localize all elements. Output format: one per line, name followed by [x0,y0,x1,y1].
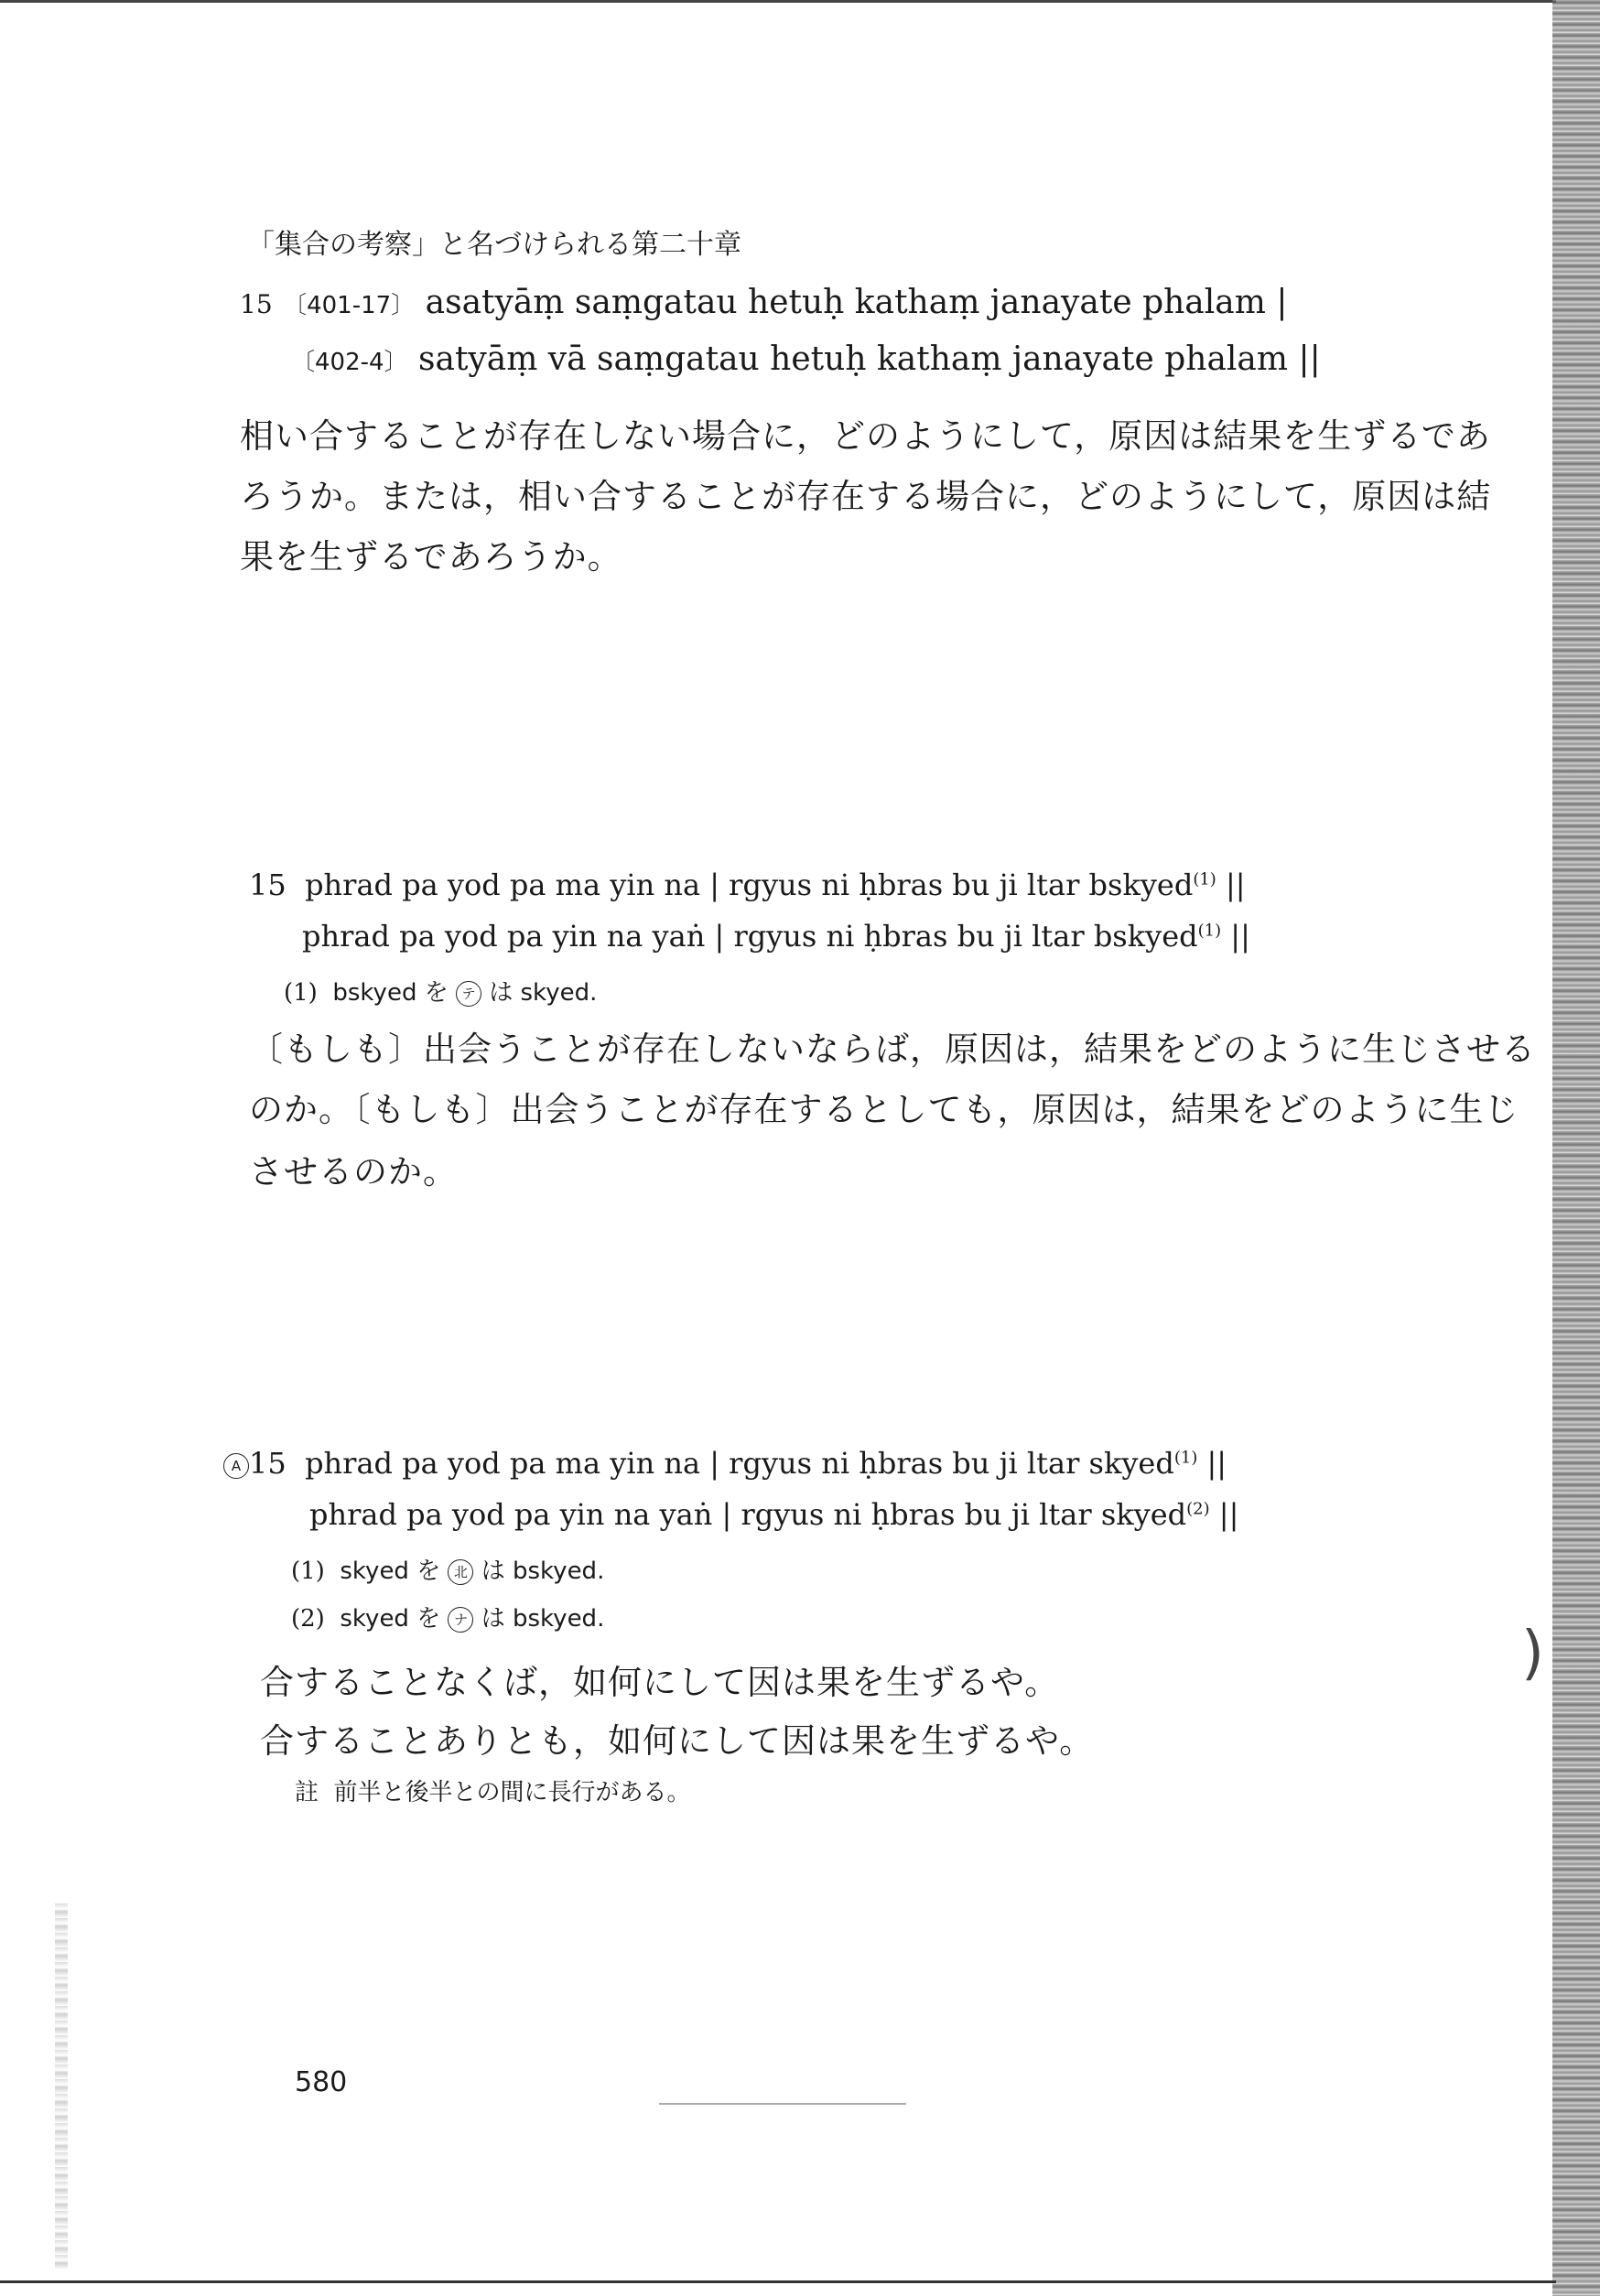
jp-translation-3-line-2: 合することありとも，如何にして因は果を生ずるや。 [260,1721,1095,1761]
footnote-mark: (1) [1173,1448,1198,1468]
jp-translation-2-line-3: させるのか。 [249,1152,458,1191]
tibetan-1-note-1 [284,974,597,1008]
running-header: 「集合の考察」と名づけられる第二十章 [247,229,741,261]
verse-end-mark: || [1226,868,1246,902]
editor-footnote [295,1773,691,1807]
note-number: (2) [291,1605,325,1633]
verse-end-mark: || [1206,1446,1227,1481]
tibetan-2-line-1 [223,1446,1227,1481]
tibetan-text: phrad pa yod pa yin na yaṅ | rgyus ni ḥbras bu ji ltar bskyed [302,919,1198,954]
sanskrit-text: asatyāṃ saṃgatau hetuḥ kathaṃ janayate phalam | [425,284,1288,321]
circled-sigla-icon: テ [456,981,481,1007]
verse-end-mark: || [1218,1497,1239,1532]
note-pre: bskyed を [332,979,449,1007]
footnote-mark: (1) [1193,869,1216,889]
tibetan-2-line-2 [309,1497,1238,1532]
circled-sigla-icon: ナ [448,1607,473,1633]
note-number: (1) [291,1558,325,1585]
scan-edge-left [55,1903,68,2269]
jp-translation-1-line-1: 相い合することが存在しない場合に，どのようにして，原因は結果を生ずるであ [240,416,1491,456]
sanskrit-ref: 〔401-17〕 [283,292,416,319]
verse-end-mark: || [1230,919,1250,954]
note-post: は bskyed. [481,1605,605,1633]
note-number: (1) [284,979,318,1007]
tibetan-2-note-1 [291,1552,604,1586]
page-number: 580 [295,2066,348,2098]
footnote-text: 前半と後半との間に長行がある。 [333,1779,691,1806]
jp-translation-1-line-2: ろうか。または，相い合することが存在する場合に，どのようにして，原因は結 [240,477,1492,516]
scan-mark [659,2103,906,2105]
footnote-label: 註 [295,1779,319,1806]
sanskrit-line-2 [291,340,1321,378]
sanskrit-text: satyāṃ vā saṃgatau hetuḥ kathaṃ janayate phalam || [418,340,1321,378]
note-pre: skyed を [340,1605,441,1633]
verse-number: 15 [249,1446,286,1481]
jp-translation-2-line-1: 〔もしも〕出会うことが存在しないならば，原因は，結果をどのように生じさせる [249,1029,1536,1069]
scan-paren-mark: ) [1521,1620,1544,1687]
tibetan-1-line-2 [302,919,1250,954]
circled-a-icon: A [223,1453,249,1479]
verse-number: 15 [249,868,286,902]
note-post: は bskyed. [481,1558,605,1585]
tibetan-text: phrad pa yod pa yin na yaṅ | rgyus ni ḥbras bu ji ltar skyed [309,1497,1187,1532]
tibetan-text: phrad pa yod pa ma yin na | rgyus ni ḥbras bu ji ltar bskyed [305,868,1194,902]
jp-translation-2-line-2: のか。〔もしも〕出会うことが存在するとしても，原因は，結果をどのように生じ [249,1090,1519,1129]
verse-number: 15 [240,289,273,319]
jp-translation-3-line-1: 合することなくば，如何にして因は果を生ずるや。 [260,1663,1060,1702]
circled-sigla-icon: 北 [448,1559,473,1585]
tibetan-text: phrad pa yod pa ma yin na | rgyus ni ḥbras bu ji ltar skyed [305,1446,1174,1481]
sanskrit-ref: 〔402-4〕 [291,349,408,376]
scan-edge-right [1552,0,1600,2296]
tibetan-1-line-1 [249,868,1246,902]
scan-border-bottom [0,2280,1556,2283]
tibetan-2-note-2 [291,1600,604,1633]
footnote-mark: (1) [1197,921,1222,941]
jp-translation-1-line-3: 果を生ずるであろうか。 [240,537,622,577]
note-post: は skyed. [489,979,598,1007]
footnote-mark: (2) [1186,1499,1210,1519]
sanskrit-line-1 [240,284,1287,321]
scan-border-top [0,0,1556,3]
note-pre: skyed を [340,1558,441,1585]
